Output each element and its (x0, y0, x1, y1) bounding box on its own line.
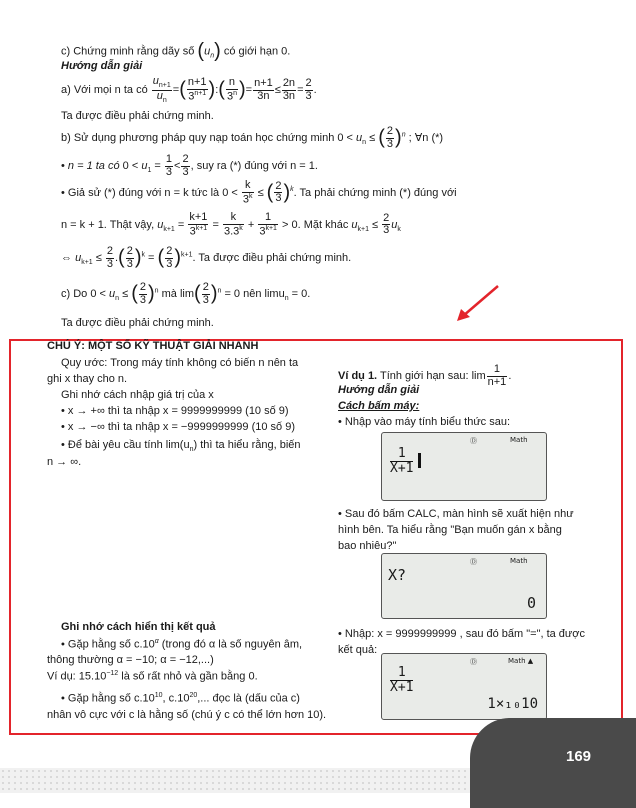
calc-result: 1×₁₀10 (487, 696, 538, 712)
calc-math-indicator: Math ▲ (508, 657, 534, 665)
step-3b: kết quả: (338, 644, 378, 656)
step-3a: • Nhập: x = 9999999999 , sau đó bấm "=", ta được (338, 628, 586, 640)
part-c-title: c) Chứng minh rằng dãy số $(u_n)$ có giới hạn 0. (61, 40, 291, 62)
calc-d-indicator: Ⓓ (470, 437, 477, 445)
part-b-step3: n = k + 1. Thật vậy, $u_{k+1}$ = $\frac{k+1}{3^{k+1}}$ = $\frac{k}{3.3^k}$ + $\frac{1}{3^{k+1}}$ > 0. Mặt khác $u_{k+1}$ ≤ $\frac{2}{3}$ $u_k$ (61, 211, 401, 238)
calc-d-indicator: Ⓓ (470, 558, 477, 566)
calc-math-indicator: Math (510, 557, 528, 565)
tip-p2: Ghi nhớ cách nhập giá trị của x (61, 389, 214, 401)
part-c-line: c) Do $0 < u_n$ ≤ ( $\frac{2}{3}$ )$^n$ mà lim( $\frac{2}{3}$ )$^n$ = 0 nên limu$_n$ = 0. (61, 281, 311, 306)
calc-screen-2 (381, 553, 547, 619)
calc-screen-3 (381, 653, 547, 720)
display-line-5: nhân vô cực với c là hằng số (chú ý c có thể lớn hơn 10). (47, 709, 327, 721)
step-1: • Nhập vào máy tính biểu thức sau: (338, 416, 511, 428)
step-2c: bao nhiêu?" (338, 540, 397, 552)
calc-cursor (418, 453, 421, 468)
part-a-line: a) Với mọi n ta có $\frac{u_{n+1}}{u_n}$ =( $\frac{n+1}{3^{n+1}}$ ):( $\frac{n}{3^n}$ )= $\frac{n+1}{3n}$ ≤ $\frac{2n}{3n}$ = $\frac{2}{3}$ . (61, 75, 317, 104)
calc-math-indicator: Math (510, 436, 528, 444)
red-arrow-icon (455, 283, 501, 323)
tip-bullet-3: • Để bài yêu cầu tính $\lim(u_n)$ thì ta hiểu rằng, biến (61, 439, 301, 454)
display-line-2: thông thường α = −10; α = −12,...) (47, 654, 214, 666)
step-2b: hình bên. Ta hiểu rằng "Bạn muốn gán x bằng (338, 524, 562, 536)
part-b-step2: • Giả sử (*) đúng với n = k tức là 0 < $\frac{k}{3^k}$ ≤ ( $\frac{2}{3}$ )$^k$. Ta phải chứng minh (*) đúng với (61, 179, 457, 206)
tip-p1b: ghi x thay cho n. (47, 373, 128, 385)
display-line-1: • Gặp hằng số $c.10^\alpha$ (trong đó α là số nguyên âm, (61, 638, 303, 651)
display-line-3: Ví dụ: $15.10^{-12}$ là số rất nhỏ và gần bằng 0. (47, 670, 258, 683)
part-b-step1: • n = 1 ta có $0 < u_1$ = $\frac{1}{3}$ < $\frac{2}{3}$ , suy ra (*) đúng với n = 1. (61, 153, 318, 178)
calc-d-indicator: Ⓓ (470, 658, 477, 666)
example-line: Ví dụ 1. Tính giới hạn sau: lim $\frac{1}{n+1}$ . (338, 363, 512, 388)
calc-value: 0 (526, 594, 536, 612)
calc-screen-1 (381, 432, 547, 501)
tip-bullet-1: • x → +∞ thì ta nhập x = 9999999999 (10 số 9) (61, 405, 289, 417)
tip-heading: CHÚ Ý: MỘT SỐ KỸ THUẬT GIẢI NHANH (47, 340, 259, 352)
example-heading: Hướng dẫn giải (338, 384, 420, 396)
part-c-end: Ta được điều phải chứng minh. (61, 317, 214, 329)
calc-expression: 1 X+1 (390, 446, 414, 477)
tip-p1: Quy ước: Trong máy tính không có biến n nên ta (61, 357, 299, 369)
part-a-end: Ta được điều phải chứng minh. (61, 110, 214, 122)
calc-expression: 1 X+1 (390, 665, 414, 696)
tip-bullet-2: • x → −∞ thì ta nhập x = −9999999999 (10 số 9) (61, 421, 295, 433)
page-number: 169 (566, 748, 592, 765)
step-2a: • Sau đó bấm CALC, màn hình sẽ xuất hiện như (338, 508, 574, 520)
solution-heading: Hướng dẫn giải (61, 60, 143, 72)
display-heading: Ghi nhớ cách hiển thị kết quả (61, 621, 216, 633)
example-sub: Cách bấm máy: (338, 400, 420, 412)
footer-pattern (0, 768, 480, 793)
calc-prompt: X? (388, 566, 407, 584)
display-line-4: • Gặp hằng số $c.10^{10}$, $c.10^{20}$,... đọc là (dấu của c) (61, 692, 300, 705)
part-b-step4: ⇔ $u_{k+1}$ ≤ $\frac{2}{3}$ .( $\frac{2}{3}$ )$^k$ = ( $\frac{2}{3}$ )$^{k+1}$. Ta được điều phải chứng minh. (61, 245, 352, 270)
part-b-line: b) Sử dụng phương pháp quy nạp toán học chứng minh $0 < u_n$ ≤ ( $\frac{2}{3}$ )$^n$ ; ∀n (*) (61, 125, 444, 150)
page-number-tab (470, 718, 636, 808)
tip-bullet-3b: n → ∞. (47, 456, 82, 468)
